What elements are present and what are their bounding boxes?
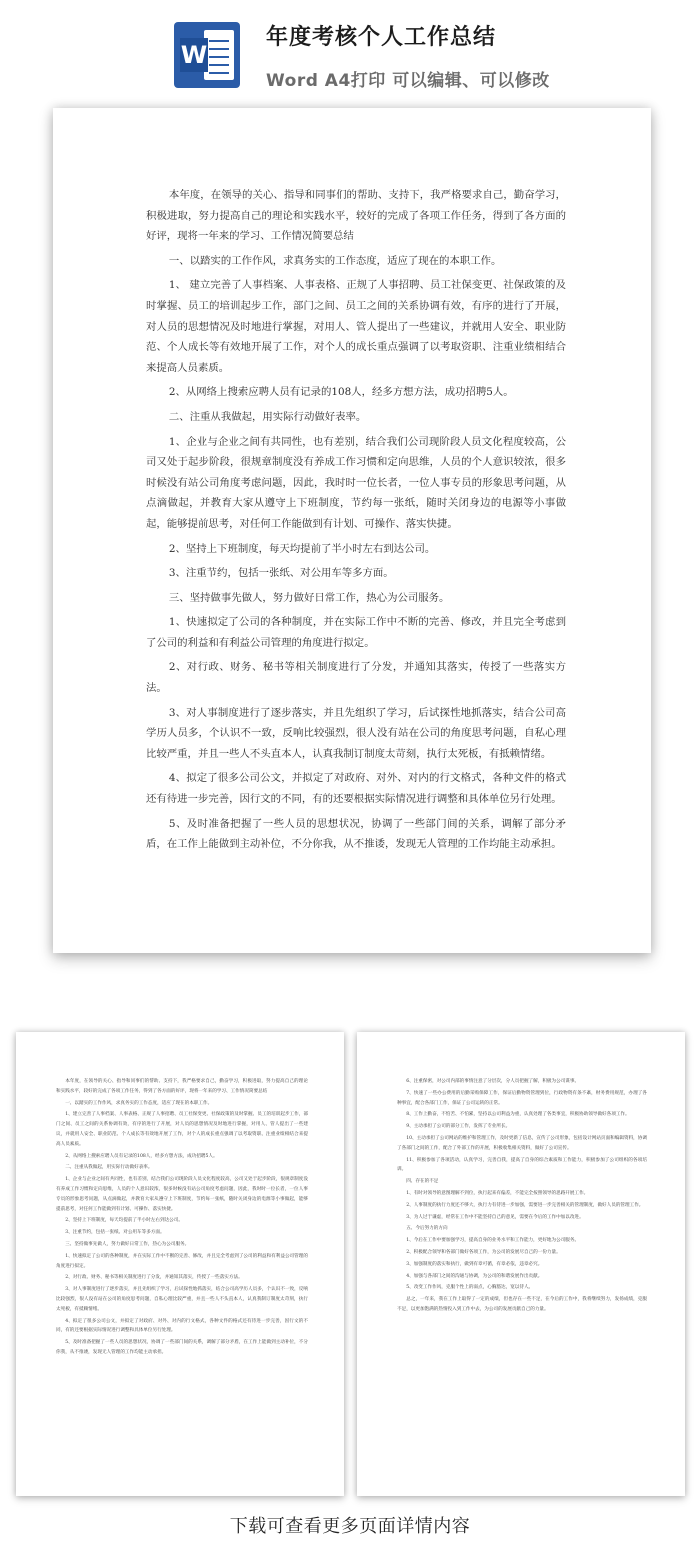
paragraph: 5、及时准备把握了一些人员的思想状况，协调了一些部门间的关系，调解了部分矛盾，在工作上能做到主动补位，不分你我，从不推诿，发现无人管理的工作均能主动承担。 xyxy=(56,1340,308,1355)
page-subtitle: Word A4打印 可以编辑、可以修改 xyxy=(266,71,550,91)
paragraph: 2、坚持上下班制度，每天均提前了半小时左右到达公司。 xyxy=(168,542,436,555)
document-sheet-icon xyxy=(204,30,234,80)
paragraph: 5、及时准备把握了一些人员的思想状况，协调了一些部门间的关系，调解了部分矛盾，在工作上能做到主动补位，不分你我，从不推诿，发现无人管理的工作均能主动承担。 xyxy=(146,817,566,851)
paragraph: 1、今后在工作中要加强学习，提高自身的业务水平和工作能力，更好地为公司服务。 xyxy=(406,1238,580,1244)
paragraph: 1、建立完善了人事档案、人事表格、正规了人事招聘、员工社保变更、社保政策的及时掌握、员工的培训起步工作，部门之间、员工之间的关系协调有效，有序的进行了开展，对人员的思想情况及时地进行掌握，对用人、管人提出了一些建议，并就用人安全、职业防范、个人成长等有效地开展了工作，对个人的成长重点强调了以考取资职、注重业绩相结合来提高人员素质。 xyxy=(56,1112,308,1147)
paragraph: 本年度，在领导的关心、指导和同事们的帮助、支持下，我严格要求自己，勤奋学习，积极进取，努力提高自己的理论和实践水平，较好的完成了各项工作任务，得到了各方面的好评，现将一年来的学习、工作情况简要总结 xyxy=(56,1079,308,1094)
thumbnail-page-2[interactable] xyxy=(357,1032,685,1496)
paragraph: 一、以踏实的工作作风，求真务实的工作态度，适应了现在的本职工作。 xyxy=(65,1100,213,1106)
paragraph: 2、对行政、财务、秘书等相关制度进行了分发，并通知其落实，传授了一些落实方法。 xyxy=(146,661,566,695)
paragraph: 1、有时对领导的意图理解不到位，执行起来有偏差，不能完全按照领导的思路开展工作。 xyxy=(406,1190,589,1196)
paragraph: 3、加强制度的落实和执行，做到有章可循，有章必依，违章必究。 xyxy=(406,1261,543,1267)
paragraph: 一、以踏实的工作作风，求真务实的工作态度，适应了现在的本职工作。 xyxy=(168,254,502,267)
download-more-link[interactable]: 下载可查看更多页面详情内容 xyxy=(229,1516,471,1537)
paragraph: 本年度，在领导的关心、指导和同事们的帮助、支持下，我严格要求自己，勤奋学习，积极进取，努力提高自己的理论和实践水平，较好的完成了各项工作任务，得到了各方面的好评，现将一年来的学习、工作情况简要总结 xyxy=(146,189,566,243)
document-body xyxy=(146,185,566,859)
paragraph: 四、存在的不足 xyxy=(406,1179,439,1185)
paragraph: 11、积极参加了各项活动，认真学习，完善自我，提高了自身的综合素质和工作能力，积极参加了公司组织的各项培训。 xyxy=(397,1157,647,1173)
paragraph: 7、快速了一些办公费用的后勤采购保障工作，保证后勤物资管理到位，行政物资有条不紊，财务费用规范，办理了各种事宜，配合各部门工作，保证了公司运转的正常。 xyxy=(397,1090,647,1106)
paragraph: 3、注重节约，包括一张纸、对公用车等多方面。 xyxy=(65,1230,165,1236)
paragraph: 1、快速拟定了公司的各种制度，并在实际工作中不断的完善、修改，并且完全考虑到了公司的利益和有利益公司管理的角度进行拟定。 xyxy=(56,1253,308,1269)
word-letter-icon: W xyxy=(180,38,208,72)
paragraph: 2、从网络上搜索应聘人员有记录的108人，经多方想方法，成功招聘5人。 xyxy=(65,1153,218,1159)
paragraph: 9、主动承担了公司的部分工作，发挥了专业所长。 xyxy=(406,1124,511,1130)
paragraph: 三、坚持做事先做人，努力做好日常工作，热心为公司服务。 xyxy=(65,1241,190,1247)
paragraph: 总之，一年来，我在工作上取得了一定的成绩，但也存在一些不足，在今后的工作中，我将继续努力，发扬成绩，克服不足，以更加饱满的热情投入到工作中去，为公司的发展贡献自己的力量。 xyxy=(397,1297,647,1312)
paragraph: 二、注重从我做起，用实际行动做好表率。 xyxy=(168,410,367,423)
paragraph: 10、主动承担了公司网站的维护和管理工作，及时更新了信息，宣传了公司形象，包括设计网站页面和编辑资料，协调了各部门之间的工作，配合了外部工作的开展，积极收集相关资料，做好了公司宣传。 xyxy=(397,1135,647,1151)
paragraph: 三、坚持做事先做人，努力做好日常工作，热心为公司服务。 xyxy=(168,591,450,604)
paragraph: 二、注重从我做起，用实际行动做好表率。 xyxy=(65,1165,153,1171)
paragraph: 4、加强与各部门之间的沟通与协调，为公司的和谐发展作出贡献。 xyxy=(406,1273,543,1279)
paragraph: 1、企业与企业之间有共同性，也有差别，结合我们公司现阶段人员文化程度较高，公司又处于起步阶段，很规章制度没有养成工作习惯和定向思维，人员的个人意识较浓，很多时候没有站公司角度考虑问题，因此，我时时一位长者，一位人事专员的形象思考问题，从点滴做起，并教育大家从遵守上下班制度，节约每一张纸，随时关闭身边的电源等小事做起，能够提前思考，对任何工作能做到有计划、可操作、落实快捷。 xyxy=(146,435,566,530)
thumbnail-page-1[interactable] xyxy=(16,1032,344,1496)
thumbnail-body xyxy=(56,1077,308,1360)
paragraph: 2、对行政、财务、秘书等相关制度进行了分发，并通知其落实，传授了一些落实方法。 xyxy=(65,1275,243,1281)
page-header xyxy=(0,0,700,100)
paragraph: 3、注重节约，包括一张纸、对公用车等多方面。 xyxy=(168,567,394,580)
paragraph: 3、对人事制度进行了逐步落实，并且先组织了学习，后试探性地抓落实，结合公司高学历人员多，个认识不一致，反响比较强烈，很人没有站在公司的角度思考问题，自私心理比较严重，并且一些人不头直本人，认真我制订制度太苛刻，执行太死板，有抵赖情绪。 xyxy=(146,706,566,760)
paragraph: 1、企业与企业之间有共同性，也有差别，结合我们公司现阶段人员文化程度较高，公司又处于起步阶段，很规章制度没有养成工作习惯和定向思维，人员的个人意识较浓，很多时候没有站公司角度考虑问题，因此，我时时一位长者，一位人事专员的形象思考问题，从点滴做起，并教育大家从遵守上下班制度，节约每一张纸，随时关闭身边的电源等小事做起，能够提前思考，对任何工作能做到有计划、可操作、落实快捷。 xyxy=(56,1177,308,1212)
paragraph: 2、从网络上搜索应聘人员有记录的108人，经多方想方法，成功招聘5人。 xyxy=(168,386,514,399)
page-title: 年度考核个人工作总结 xyxy=(266,25,497,50)
paragraph: 3、为人过于谦虚，经常在工作中不能坚持自己的意见，需要在今后的工作中加以改进。 xyxy=(406,1214,584,1220)
paragraph: 1、 建立完善了人事档案、人事表格、正规了人事招聘、员工社保变更、社保政策的及时掌握、员工的培训起步工作，部门之间、员工之间的关系协调有效，有序的进行了开展，对人员的思想情况及时地进行掌握，对用人、管人提出了一些建议，并就用人安全、职业防范、个人成长等有效地开展了工作，对个人的成长重点强调了以考取资职、注重业绩相结合来提高人员素质。 xyxy=(146,279,566,374)
paragraph: 1、快速拟定了公司的各种制度，并在实际工作中不断的完善、修改，并且完全考虑到了公司的利益和有利益公司管理的角度进行拟定。 xyxy=(146,616,566,649)
paragraph: 2、人事制度的执行力度还不够大，执行力有待进一步加强，需要进一步完善相关的管理制度，做好人员的管理工作。 xyxy=(406,1202,644,1208)
paragraph: 8、工作上勤奋，不怕苦、不怕累，坚持以公司利益为重，认真处理了各类事宜，积极协助领导做好各项工作。 xyxy=(406,1112,630,1118)
paragraph: 2、积极配合领导和各部门做好各项工作，为公司的发展尽自己的一份力量。 xyxy=(406,1249,561,1255)
paragraph: 5、改变工作作风，克服个性上的弱点，心胸豁达，宽以待人。 xyxy=(406,1285,534,1291)
paragraph: 4、拟定了很多公司公文，并拟定了对政府、对外、对内的行文格式，各种文件的格式还有待进一步完善，因行文的不同，有的还要根据实际情况进行调整和具体单位另行处理。 xyxy=(146,772,566,806)
paragraph: 4、拟定了很多公司公文，并拟定了对政府、对外、对内的行文格式，各种文件的格式还有待进一步完善，因行文的不同，有的还要根据实际情况进行调整和具体单位另行处理。 xyxy=(56,1318,308,1334)
paragraph: 五、今后努力的方向 xyxy=(406,1226,448,1232)
paragraph: 3、对人事制度进行了逐步落实，并且先组织了学习，后试探性地抓落实，结合公司高学历人员多，个认识不一致，反响比较强烈，很人没有站在公司的角度思考问题，自私心理比较严重，并且一些人不头直本人，认真我制订制度太苛刻，执行太死板，有抵赖情绪。 xyxy=(56,1287,308,1312)
word-document-icon xyxy=(174,22,240,88)
document-preview-page xyxy=(53,108,651,953)
paragraph: 6、注重保密，对公司内部的事情注意了分层次，分人员把握了解，积极为公司谋事。 xyxy=(406,1079,580,1084)
paragraph: 2、坚持上下班制度，每天均提前了半小时左右到达公司。 xyxy=(65,1218,183,1224)
thumbnail-body xyxy=(397,1077,647,1317)
